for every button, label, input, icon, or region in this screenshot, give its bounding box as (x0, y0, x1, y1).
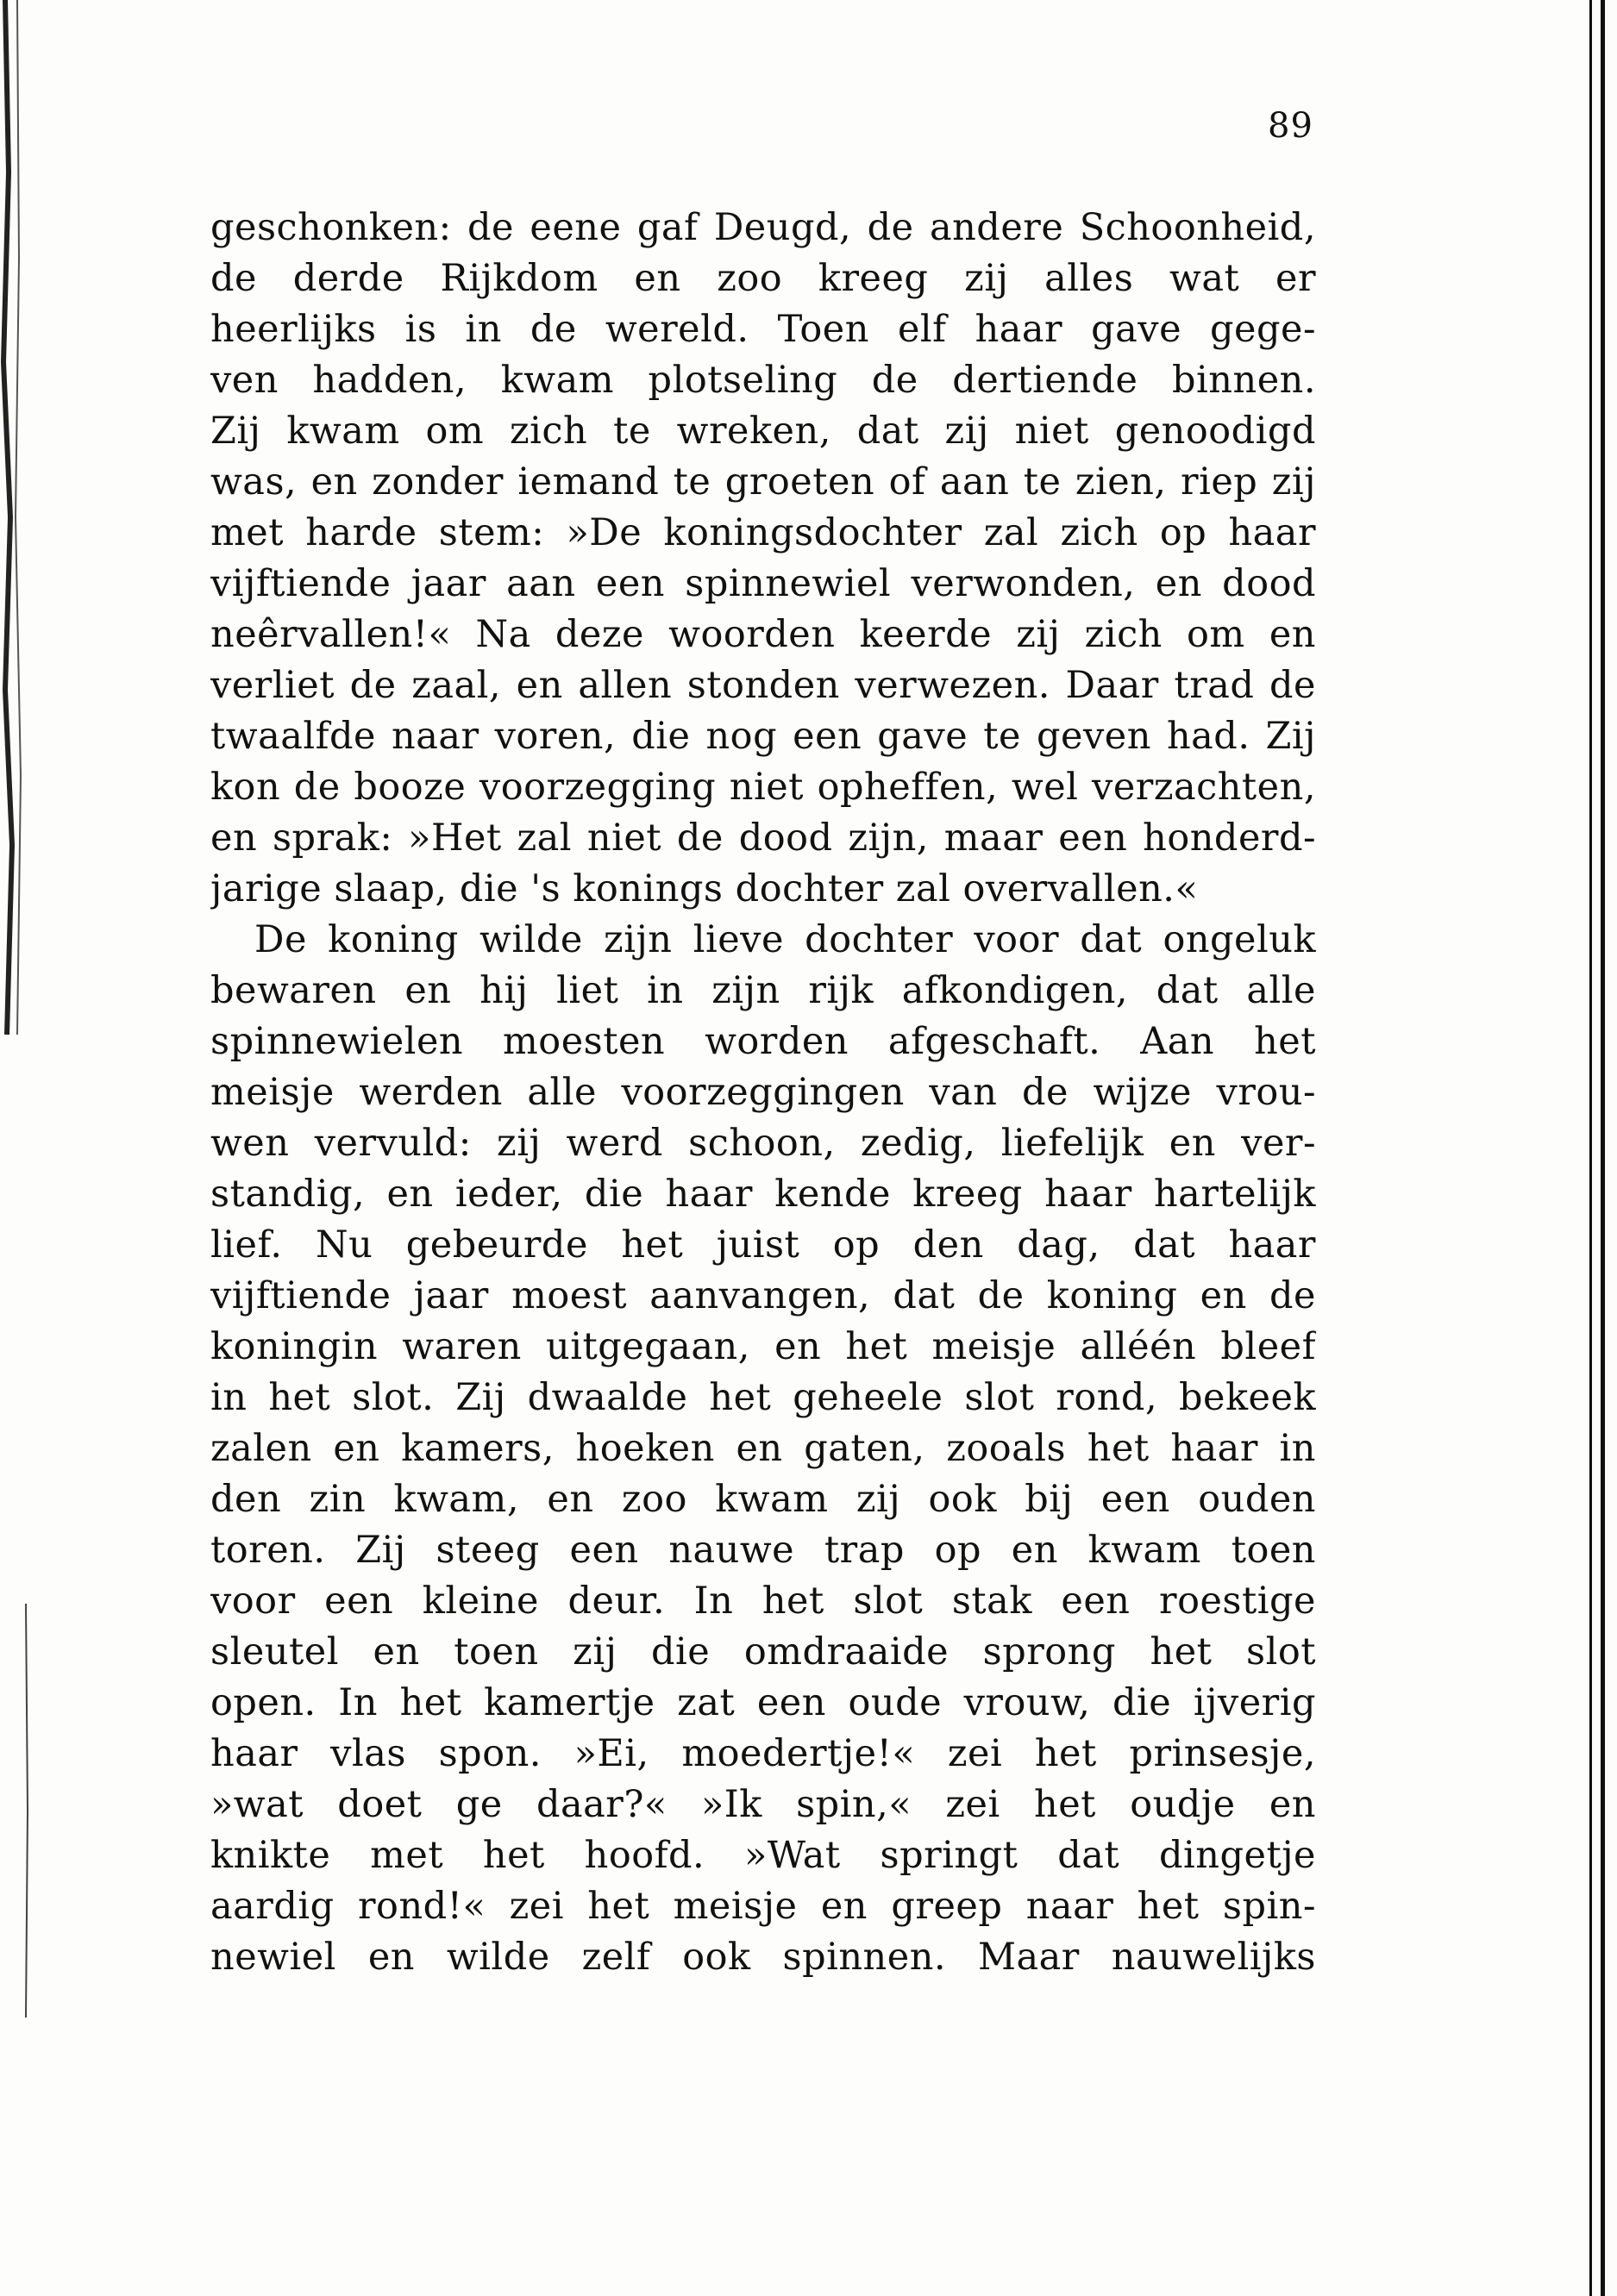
text-line: open. In het kamertje zat een oude vrouw, die ijverig (210, 1681, 1316, 1724)
text-line: twaalfde naar voren, die nog een gave te geven had. Zij (210, 715, 1316, 758)
text-line: koningin waren uitgegaan, en het meisje alléén bleef (210, 1325, 1316, 1368)
page-number: 89 (1268, 106, 1313, 146)
text-line: bewaren en hij liet in zijn rijk afkondigen, dat alle (210, 969, 1316, 1012)
text-line: voor een kleine deur. In het slot stak een roestige (210, 1580, 1316, 1623)
scan-edge-right (1585, 0, 1617, 2296)
text-line: kon de booze voorzegging niet opheffen, wel verzachten, (210, 766, 1316, 809)
text-line: zalen en kamers, hoeken en gaten, zooals het haar in (210, 1427, 1316, 1470)
text-line: vijftiende jaar moest aanvangen, dat de koning en de (210, 1274, 1316, 1317)
text-line: was, en zonder iemand te groeten of aan te zien, riep zij (210, 460, 1316, 504)
text-line: met harde stem: »De koningsdochter zal zich op haar (210, 511, 1316, 554)
text-line: newiel en wilde zelf ook spinnen. Maar nauwelijks (210, 1936, 1316, 1979)
text-line: geschonken: de eene gaf Deugd, de andere Schoonheid, (210, 206, 1316, 249)
text-line: meisje werden alle voorzeggingen van de wijze vrou- (210, 1071, 1316, 1114)
text-line: spinnewielen moesten worden afgeschaft. Aan het (210, 1020, 1316, 1063)
text-line: »wat doet ge daar?« »Ik spin,« zei het oudje en (210, 1783, 1316, 1826)
text-line-paragraph-start: De koning wilde zijn lieve dochter voor dat ongeluk (254, 918, 1316, 961)
text-line: vijftiende jaar aan een spinnewiel verwonden, en dood (210, 562, 1316, 605)
text-line: haar vlas spon. »Ei, moedertje!« zei het prinsesje, (210, 1732, 1316, 1775)
text-line: neêrvallen!« Na deze woorden keerde zij zich om en (210, 613, 1316, 656)
text-line: en sprak: »Het zal niet de dood zijn, maar een honderd- (210, 816, 1316, 860)
text-line: den zin kwam, en zoo kwam zij ook bij een ouden (210, 1478, 1316, 1521)
text-line: aardig rond!« zei het meisje en greep naar het spin- (210, 1885, 1316, 1928)
text-line: lief. Nu gebeurde het juist op den dag, dat haar (210, 1223, 1316, 1267)
text-line: standig, en ieder, die haar kende kreeg haar hartelijk (210, 1173, 1316, 1216)
text-line: in het slot. Zij dwaalde het geheele slot rond, bekeek (210, 1376, 1316, 1419)
text-line: Zij kwam om zich te wreken, dat zij niet genoodigd (210, 410, 1316, 453)
text-line: knikte met het hoofd. »Wat springt dat dingetje (210, 1834, 1316, 1877)
text-line: wen vervuld: zij werd schoon, zedig, liefelijk en ver- (210, 1122, 1316, 1165)
text-line: heerlijks is in de wereld. Toen elf haar gave gege- (210, 308, 1316, 351)
text-line: ven hadden, kwam plotseling de dertiende binnen. (210, 359, 1316, 402)
text-line-paragraph-end: jarige slaap, die 's konings dochter zal overvallen.« (210, 867, 1199, 910)
text-line: sleutel en toen zij die omdraaide sprong het slot (210, 1630, 1316, 1674)
text-line: verliet de zaal, en allen stonden verwezen. Daar trad de (210, 664, 1316, 707)
scan-edge-left (0, 0, 52, 2296)
text-line: toren. Zij steeg een nauwe trap op en kwam toen (210, 1529, 1316, 1572)
text-line: de derde Rijkdom en zoo kreeg zij alles wat er (210, 257, 1316, 300)
